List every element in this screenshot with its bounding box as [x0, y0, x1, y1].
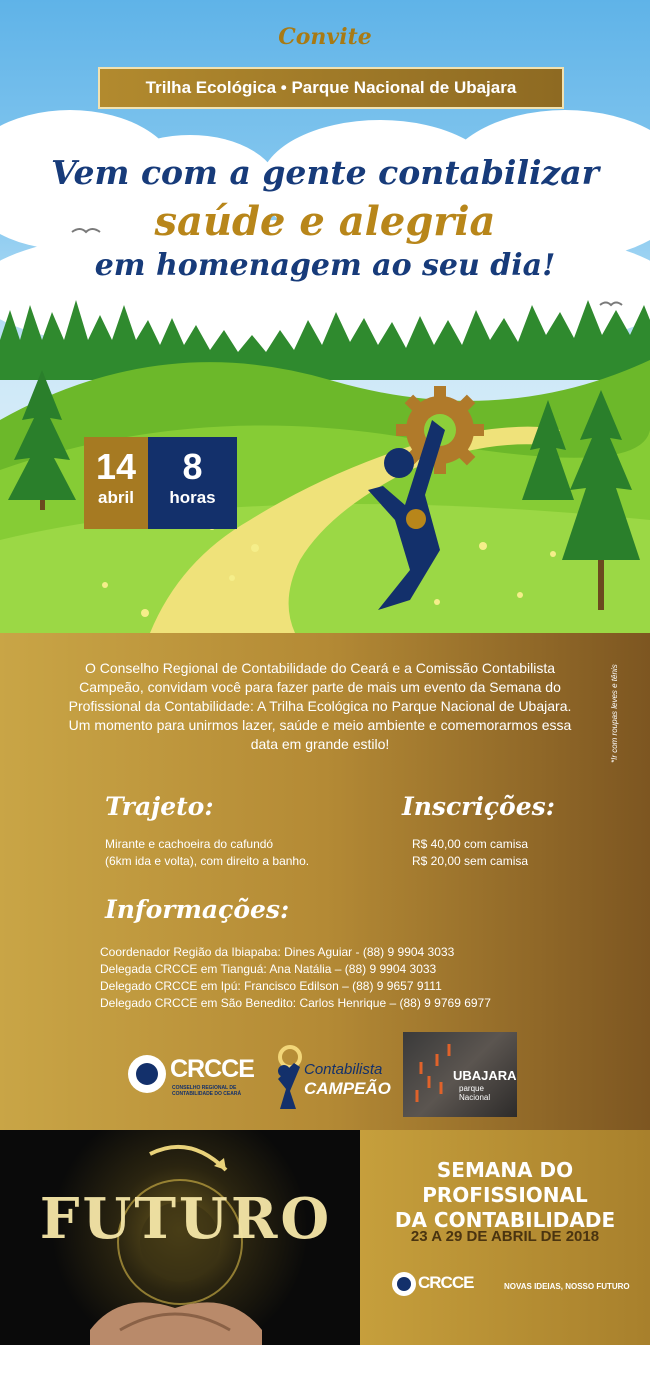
- price-line: R$ 40,00 com camisa: [412, 837, 529, 851]
- informacoes-title: Informações:: [105, 895, 290, 924]
- campeao-line-1: Contabilista: [304, 1061, 383, 1078]
- headline-line-1: Vem com a gente contabilizar: [50, 153, 600, 192]
- intro-paragraph: O Conselho Regional de Contabilidade do Ceará e a Comissão Contabilista Campeão, convidam você para fazer parte de mais um evento da Semana do Profissional da Contabilidade: A Trilha Ecológica no Parque Nacional de Ubajara. Um momento para unirmos lazer, saúde e meio ambiente e comemorarmos essa data em grande estilo!: [68, 660, 572, 752]
- campeao-mascot-icon: [274, 1043, 304, 1113]
- tree-line: [0, 300, 650, 380]
- event-title: Trilha Ecológica • Parque Nacional de Ubajara: [145, 78, 517, 97]
- banner-logo-name: CRCCE: [418, 1273, 474, 1292]
- day-number: 14: [95, 446, 137, 487]
- date-hour: [148, 437, 237, 529]
- semana-line-1: SEMANA DO PROFISSIONAL: [422, 1158, 588, 1207]
- bird-icon: [600, 303, 622, 306]
- semana-dates: 23 A 29 DE ABRIL DE 2018: [410, 1228, 600, 1245]
- crcce-logo-sub: CONSELHO REGIONAL DE CONTABILIDADE DO CEARÁ: [172, 1085, 242, 1097]
- info-section: [0, 633, 650, 1130]
- headline-line-3: em homenagem ao seu dia!: [94, 248, 556, 283]
- contabilista-campeao-logo: [274, 1043, 394, 1113]
- trajeto-text: [105, 836, 309, 870]
- hour-label: horas: [169, 488, 216, 507]
- event-title-band: [98, 67, 564, 109]
- hero-section: [0, 0, 650, 633]
- month-label: abril: [98, 488, 134, 507]
- ubajara-title: UBAJARA: [453, 1068, 517, 1083]
- contact-item: Delegada CRCCE em Tianguá: Ana Natália – (88) 9 9904 3033: [100, 962, 437, 976]
- ubajara-sub: parque Nacional: [459, 1084, 491, 1102]
- futuro-artwork: [0, 1130, 360, 1345]
- trajeto-line: (6km ida e volta), com direito a banho.: [105, 854, 310, 868]
- headline-line-2: saúde e alegria: [154, 198, 496, 245]
- crcce-globe-icon: [392, 1272, 416, 1296]
- banner-slogan: NOVAS IDEIAS, NOSSO FUTURO: [504, 1282, 630, 1291]
- ubajara-photo: [403, 1032, 517, 1117]
- semana-title: [360, 1158, 650, 1233]
- futuro-word: FUTURO: [39, 1186, 333, 1252]
- contacts-list: [100, 944, 491, 1012]
- banner-gold-panel: [360, 1130, 650, 1345]
- inscricoes-title: Inscrições:: [402, 792, 555, 821]
- inscricoes-text: [412, 836, 528, 870]
- date-box: [84, 437, 237, 529]
- bottom-banner: [0, 1130, 650, 1345]
- trajeto-title: Trajeto:: [105, 792, 214, 821]
- footer-spacer: [0, 1345, 650, 1382]
- price-line: R$ 20,00 sem camisa: [412, 854, 529, 868]
- hour-number: 8: [182, 446, 203, 487]
- contact-item: Coordenador Região da Ibiapaba: Dines Aguiar - (88) 9 9904 3033: [100, 945, 455, 959]
- semana-line-2: DA CONTABILIDADE: [394, 1208, 616, 1232]
- banner-crcce-logo: [392, 1270, 488, 1300]
- contact-item: Delegado CRCCE em Ipú: Francisco Edilson – (88) 9 9657 9111: [100, 979, 442, 993]
- crcce-globe-icon: [128, 1055, 166, 1093]
- contact-item: Delegado CRCCE em São Benedito: Carlos Henrique – (88) 9 9769 6977: [100, 996, 491, 1010]
- side-note: *Ir com roupas leves e tênis: [610, 664, 619, 763]
- trajeto-line: Mirante e cachoeira do cafundó: [105, 837, 274, 851]
- crcce-logo: [128, 1051, 268, 1107]
- invite-label: Convite: [278, 24, 372, 50]
- crcce-logo-name: CRCCE: [170, 1055, 254, 1083]
- date-day: [84, 437, 148, 529]
- campeao-line-2: CAMPEÃO: [304, 1079, 391, 1098]
